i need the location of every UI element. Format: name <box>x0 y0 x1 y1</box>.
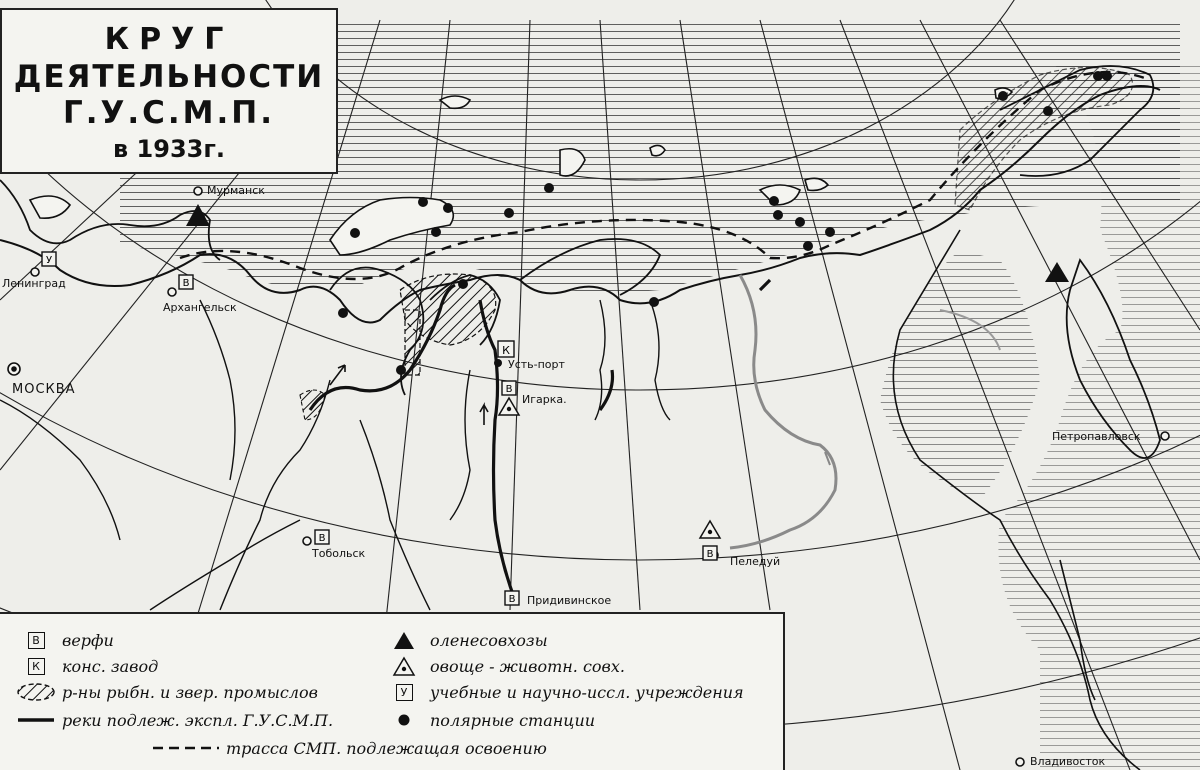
exploited-rivers <box>310 280 770 600</box>
legend-reindeer-label: оленесовхозы <box>430 630 548 650</box>
legend-item-route <box>150 736 547 760</box>
legend-item-reindeer <box>382 628 548 652</box>
rivers <box>0 300 670 610</box>
legend-fishing-label: р-ны рыбн. и звер. промыслов <box>62 682 318 702</box>
fishing-area-symbol <box>16 682 56 702</box>
reindeer-farm-symbol <box>392 630 416 650</box>
legend-item-stations <box>382 708 595 732</box>
legend-rivers-label: реки подлеж. экспл. Г.У.С.М.П. <box>62 710 334 730</box>
label-petropavlovsk: Петропавловск <box>1052 430 1141 443</box>
school-symbol: У <box>396 684 413 701</box>
river-kolyma-mouth <box>760 280 770 290</box>
label-ust-port: Усть-порт <box>508 358 565 371</box>
legend-item-institutions <box>382 680 744 704</box>
legend-route-label: трасса СМП. подлежащая освоению <box>226 738 547 758</box>
legend-shipyard-label: верфи <box>62 630 114 650</box>
arrow-yenisei <box>480 405 488 425</box>
label-pridivinskoe: Придивинское <box>527 594 612 607</box>
title-line-2: ДЕЯТЕЛЬНОСТИ <box>13 59 325 95</box>
legend-cannery-label: конс. завод <box>62 656 159 676</box>
legend-item-farm <box>382 654 625 678</box>
polar-station-symbol <box>394 710 414 730</box>
svg-text:У: У <box>45 255 53 266</box>
map-box-symbols <box>42 252 717 605</box>
cannery-symbol: К <box>28 658 45 675</box>
label-moskva: МОСКВА <box>12 382 76 397</box>
svg-text:В: В <box>706 549 714 560</box>
label-arkhangelsk: Архангельск <box>163 301 237 314</box>
river-symbol <box>16 710 56 730</box>
legend-item-shipyard <box>14 628 114 652</box>
label-peleduy: Пеледуй <box>730 555 781 568</box>
river-lena <box>730 275 836 548</box>
map-title-box <box>0 8 338 174</box>
label-igarka: Игарка. <box>522 393 567 406</box>
legend-farm-label: овоще - животн. совх. <box>430 656 625 676</box>
spitsbergen <box>30 196 70 218</box>
svg-text:В: В <box>505 384 513 395</box>
legend-item-rivers <box>14 708 333 732</box>
label-murmansk: Мурманск <box>207 184 265 197</box>
legend-stations-label: полярные станции <box>430 710 596 730</box>
title-line-3: Г.У.С.М.П. <box>62 95 276 131</box>
legend-institutions-label: учебные и научно-иссл. учреждения <box>430 682 744 702</box>
map-box-text: В <box>182 278 190 289</box>
title-line-1: КРУГ <box>104 22 234 57</box>
svg-text:В: В <box>508 594 516 605</box>
svg-text:В: В <box>318 533 326 544</box>
svg-text:К: К <box>502 344 510 357</box>
reindeer-farm-kamchatka <box>1045 262 1069 282</box>
title-line-4: в 1933г. <box>113 135 225 163</box>
okhotsk-hatching <box>880 250 1040 500</box>
route-symbol <box>151 738 221 758</box>
map-legend <box>0 612 785 770</box>
farm-symbols <box>499 398 720 538</box>
label-vladivostok: Владивосток <box>1030 755 1106 768</box>
label-leningrad: Ленинград <box>2 277 66 290</box>
arrow-ob <box>330 365 345 385</box>
shipyard-symbol: В <box>28 632 45 649</box>
legend-item-fishing <box>14 680 318 704</box>
farm-symbol <box>392 656 416 676</box>
label-tobolsk: Тобольск <box>312 547 366 560</box>
legend-item-cannery <box>14 654 158 678</box>
